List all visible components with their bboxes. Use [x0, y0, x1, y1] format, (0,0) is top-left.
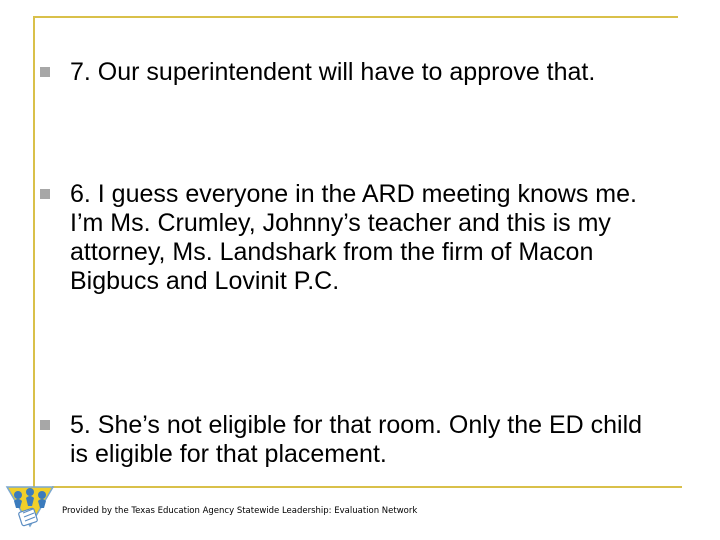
- top-border-line: [33, 16, 678, 18]
- left-border-line: [33, 16, 35, 506]
- bullet-marker-icon: [40, 420, 50, 430]
- footer-border-line: [52, 486, 682, 488]
- bullet-item: 6. I guess everyone in the ARD meeting knows me. I’m Ms. Crumley, Johnny’s teacher and this is my attorney, Ms. Landshark from the firm of Macon Bigbucs and Lovinit P.C.: [70, 180, 637, 295]
- bullet-marker-icon: [40, 189, 50, 199]
- tea-statewide-leadership-logo-icon: [4, 482, 56, 534]
- bullet-marker-icon: [40, 67, 50, 77]
- footer-credit: Provided by the Texas Education Agency Statewide Leadership: Evaluation Network: [62, 506, 418, 516]
- bullet-item: 7. Our superintendent will have to approve that.: [70, 58, 596, 86]
- bullet-item: 5. She’s not eligible for that room. Only the ED child is eligible for that placement.: [70, 411, 643, 468]
